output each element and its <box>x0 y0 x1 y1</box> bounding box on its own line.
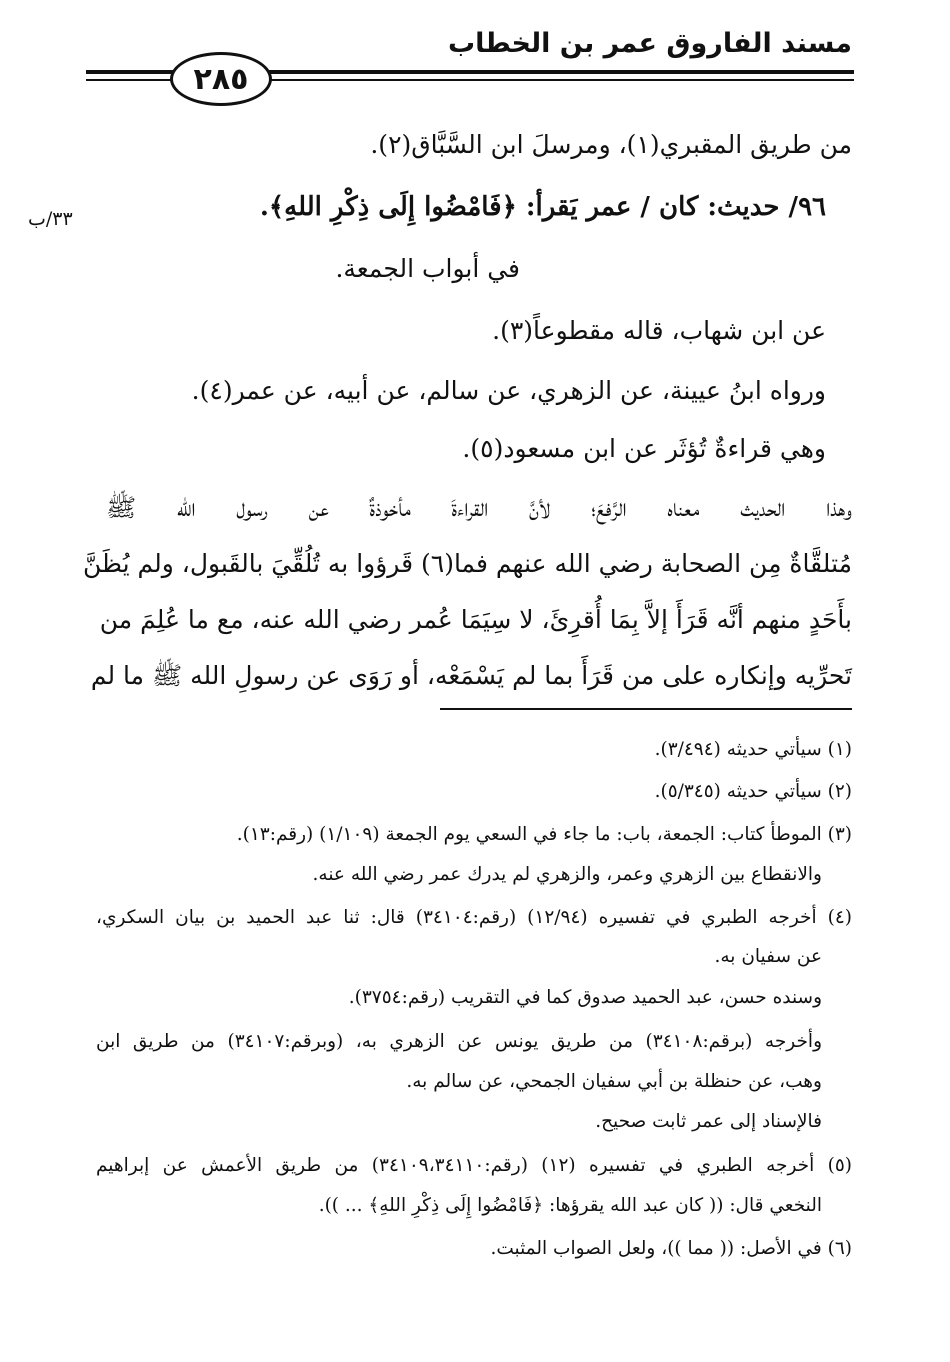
footnote-line: والانقطاع بين الزهري وعمر، والزهري لم يدرك عمر رضي الله عنه. <box>312 864 822 885</box>
body-line: بأَحَدٍ منهم أنَّه قَرَأَ إلاَّ بِمَا أُقرِئَ، لا سِيَمَا عُمر رضي الله عنه، مع ما عُلِمَ من <box>99 605 852 634</box>
body-line: وهذا الحديث معناه الرَّفعَ؛ لأنَّ القراءةَ مأخوذةٌ عن رسول الله ﷺ <box>106 493 852 522</box>
body-line: ورواه ابنُ عيينة، عن الزهري، عن سالم، عن أبيه، عن عمر(٤). <box>191 376 826 405</box>
hadith-heading: ٩٦/ حديث: كان / عمر يَقرأ: ﴿فَامْضُوا إِلَى ذِكْرِ اللهِ﴾. <box>259 192 826 222</box>
body-line: من طريق المقبري(١)، ومرسلَ ابن السَّبَّاق(٢). <box>370 130 852 159</box>
footnote-line: فالإسناد إلى عمر ثابت صحيح. <box>595 1111 822 1132</box>
footnote-separator <box>440 708 852 710</box>
footnote-line: (١) سيأتي حديثه (٣/٤٩٤). <box>654 739 852 760</box>
body-line: في أبواب الجمعة. <box>335 254 520 283</box>
running-title: مسند الفاروق عمر بن الخطاب <box>447 28 852 59</box>
footnote-line: عن سفيان به. <box>714 946 822 967</box>
body-line: وهي قراءةٌ تُؤثَر عن ابن مسعود(٥). <box>462 434 826 463</box>
footnote-line: (٣) الموطأ كتاب: الجمعة، باب: ما جاء في السعي يوم الجمعة (١/١٠٩) (رقم:١٣). <box>236 824 852 845</box>
footnote-line: (٤) أخرجه الطبري في تفسيره (١٢/٩٤) (رقم:٣٤١٠٤) قال: ثنا عبد الحميد بن بيان السكري، <box>96 907 852 928</box>
body-line: مُتلقَّاةٌ مِن الصحابة رضي الله عنهم فما(٦) قَرؤوا به تُلُقِّيَ بالقَبول، ولم يُظَنَّ <box>83 549 852 578</box>
footnote-line: وهب، عن حنظلة بن أبي سفيان الجمحي، عن سالم به. <box>406 1071 822 1092</box>
footnote-line: وأخرجه (برقم:٣٤١٠٨) من طريق يونس عن الزهري به، (وبرقم:٣٤١٠٧) من طريق ابن <box>96 1031 823 1052</box>
footnote-line: (٢) سيأتي حديثه (٥/٣٤٥). <box>654 781 852 802</box>
footnote-line: النخعي قال: (( كان عبد الله يقرؤها: ﴿فَامْضُوا إِلَى ذِكْرِ اللهِ﴾ ... )). <box>318 1195 822 1216</box>
body-line: تَحرِّيه وإنكاره على من قَرَأَ بما لم يَسْمَعْه، أو رَوَى عن رسولِ الله ﷺ ما لم <box>90 661 852 690</box>
body-line: عن ابن شهاب، قاله مقطوعاً(٣). <box>492 316 826 345</box>
footnote-line: (٦) في الأصل: (( مما ))، ولعل الصواب المثبت. <box>490 1238 852 1259</box>
footnote-line: (٥) أخرجه الطبري في تفسيره (١٢) (رقم:٣٤١٠٩،٣٤١١٠) من طريق الأعمش عن إبراهيم <box>96 1155 852 1176</box>
page-number: ٢٨٥ <box>170 52 272 106</box>
folio-note: ٣٣/ب <box>28 208 73 230</box>
footnote-line: وسنده حسن، عبد الحميد صدوق كما في التقريب (رقم:٣٧٥٤). <box>348 987 822 1008</box>
